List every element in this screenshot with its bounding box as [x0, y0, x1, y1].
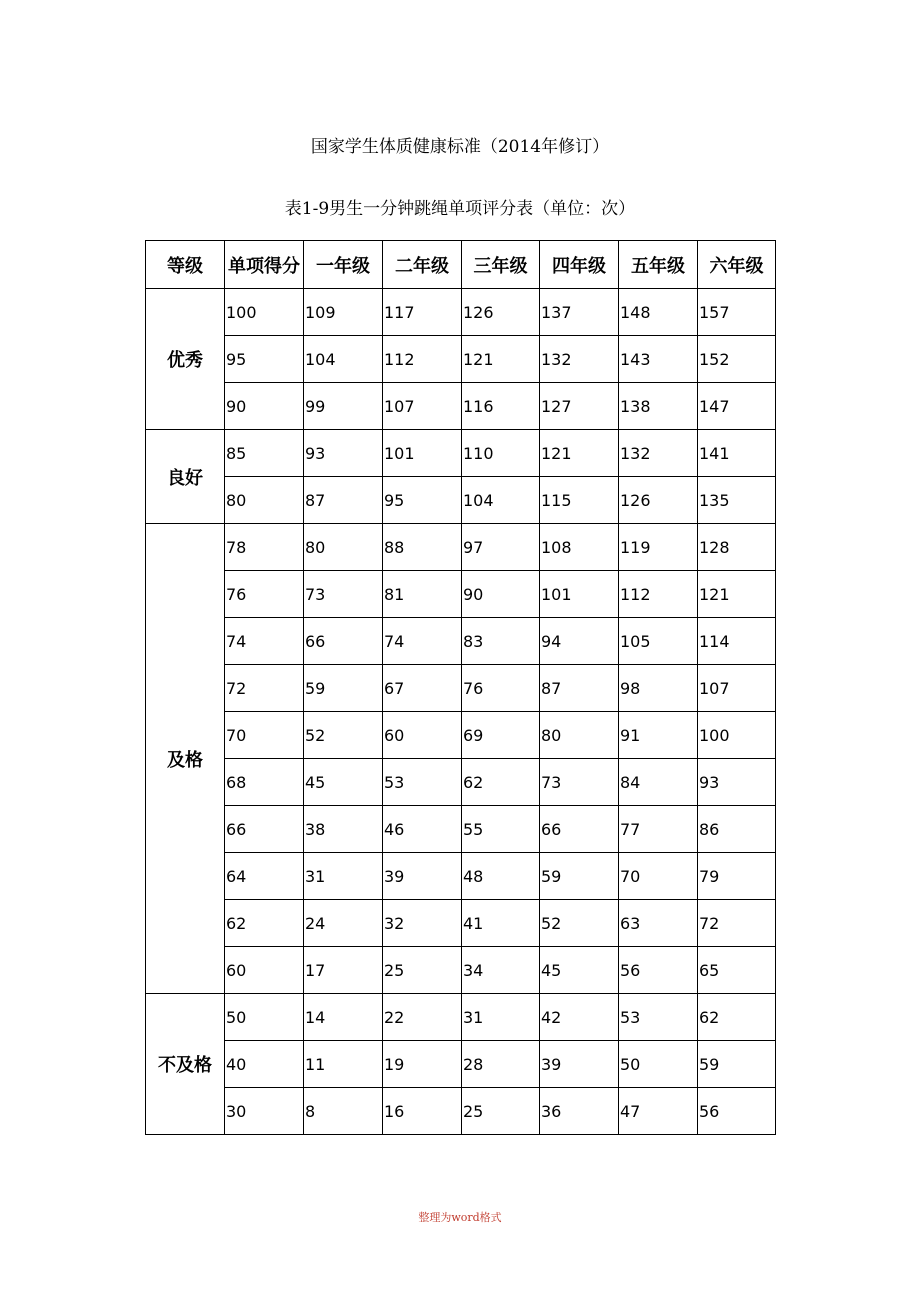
score-cell: 85: [225, 430, 304, 477]
count-cell: 114: [698, 618, 776, 665]
count-cell: 77: [619, 806, 698, 853]
count-cell: 112: [619, 571, 698, 618]
count-cell: 109: [304, 289, 383, 336]
count-cell: 108: [540, 524, 619, 571]
count-cell: 50: [619, 1041, 698, 1088]
count-cell: 97: [462, 524, 540, 571]
count-cell: 138: [619, 383, 698, 430]
grade-level-cell: 及格: [146, 524, 225, 994]
score-cell: 72: [225, 665, 304, 712]
score-cell: 70: [225, 712, 304, 759]
count-cell: 19: [383, 1041, 462, 1088]
count-cell: 94: [540, 618, 619, 665]
count-cell: 121: [698, 571, 776, 618]
count-cell: 56: [698, 1088, 776, 1135]
table-row: [146, 524, 776, 571]
count-cell: 46: [383, 806, 462, 853]
score-table: [145, 240, 776, 1135]
score-cell: 30: [225, 1088, 304, 1135]
count-cell: 98: [619, 665, 698, 712]
count-cell: 76: [462, 665, 540, 712]
header-grade: 等级: [146, 241, 225, 289]
count-cell: 135: [698, 477, 776, 524]
count-cell: 84: [619, 759, 698, 806]
header-grade-6: 六年级: [698, 241, 776, 289]
count-cell: 17: [304, 947, 383, 994]
count-cell: 101: [540, 571, 619, 618]
count-cell: 117: [383, 289, 462, 336]
count-cell: 74: [383, 618, 462, 665]
count-cell: 100: [698, 712, 776, 759]
count-cell: 88: [383, 524, 462, 571]
count-cell: 65: [698, 947, 776, 994]
count-cell: 107: [698, 665, 776, 712]
count-cell: 79: [698, 853, 776, 900]
table-row: [146, 853, 776, 900]
table-row: [146, 477, 776, 524]
count-cell: 42: [540, 994, 619, 1041]
count-cell: 66: [540, 806, 619, 853]
header-grade-4: 四年级: [540, 241, 619, 289]
count-cell: 62: [698, 994, 776, 1041]
score-cell: 80: [225, 477, 304, 524]
table-row: [146, 900, 776, 947]
count-cell: 70: [619, 853, 698, 900]
count-cell: 132: [619, 430, 698, 477]
count-cell: 73: [540, 759, 619, 806]
table-row: [146, 430, 776, 477]
count-cell: 48: [462, 853, 540, 900]
count-cell: 143: [619, 336, 698, 383]
count-cell: 66: [304, 618, 383, 665]
count-cell: 86: [698, 806, 776, 853]
count-cell: 128: [698, 524, 776, 571]
count-cell: 11: [304, 1041, 383, 1088]
count-cell: 80: [540, 712, 619, 759]
count-cell: 28: [462, 1041, 540, 1088]
count-cell: 101: [383, 430, 462, 477]
count-cell: 127: [540, 383, 619, 430]
count-cell: 32: [383, 900, 462, 947]
count-cell: 63: [619, 900, 698, 947]
count-cell: 105: [619, 618, 698, 665]
score-cell: 62: [225, 900, 304, 947]
count-cell: 152: [698, 336, 776, 383]
count-cell: 137: [540, 289, 619, 336]
count-cell: 87: [540, 665, 619, 712]
count-cell: 31: [462, 994, 540, 1041]
count-cell: 36: [540, 1088, 619, 1135]
table-header-row: [146, 241, 776, 289]
count-cell: 87: [304, 477, 383, 524]
count-cell: 24: [304, 900, 383, 947]
count-cell: 45: [304, 759, 383, 806]
count-cell: 110: [462, 430, 540, 477]
count-cell: 53: [383, 759, 462, 806]
score-cell: 64: [225, 853, 304, 900]
count-cell: 93: [698, 759, 776, 806]
count-cell: 62: [462, 759, 540, 806]
count-cell: 116: [462, 383, 540, 430]
count-cell: 45: [540, 947, 619, 994]
count-cell: 126: [619, 477, 698, 524]
count-cell: 121: [462, 336, 540, 383]
table-caption: 表1-9男生一分钟跳绳单项评分表（单位：次）: [284, 199, 636, 219]
count-cell: 56: [619, 947, 698, 994]
count-cell: 31: [304, 853, 383, 900]
count-cell: 8: [304, 1088, 383, 1135]
table-row: [146, 712, 776, 759]
score-cell: 100: [225, 289, 304, 336]
table-row: [146, 947, 776, 994]
count-cell: 104: [462, 477, 540, 524]
grade-level-cell: 良好: [146, 430, 225, 524]
score-cell: 40: [225, 1041, 304, 1088]
count-cell: 90: [462, 571, 540, 618]
count-cell: 59: [540, 853, 619, 900]
count-cell: 157: [698, 289, 776, 336]
score-cell: 95: [225, 336, 304, 383]
footer-note: 整理为word格式: [418, 1211, 502, 1224]
count-cell: 83: [462, 618, 540, 665]
table-row: [146, 383, 776, 430]
count-cell: 53: [619, 994, 698, 1041]
count-cell: 39: [383, 853, 462, 900]
count-cell: 41: [462, 900, 540, 947]
table-row: [146, 571, 776, 618]
count-cell: 14: [304, 994, 383, 1041]
count-cell: 52: [304, 712, 383, 759]
table-row: [146, 1088, 776, 1135]
count-cell: 52: [540, 900, 619, 947]
score-cell: 76: [225, 571, 304, 618]
score-cell: 66: [225, 806, 304, 853]
score-cell: 68: [225, 759, 304, 806]
count-cell: 22: [383, 994, 462, 1041]
count-cell: 81: [383, 571, 462, 618]
grade-level-cell: 优秀: [146, 289, 225, 430]
count-cell: 38: [304, 806, 383, 853]
header-grade-1: 一年级: [304, 241, 383, 289]
header-score: 单项得分: [225, 241, 304, 289]
table-body: [146, 289, 776, 1135]
count-cell: 119: [619, 524, 698, 571]
count-cell: 55: [462, 806, 540, 853]
table-row: [146, 994, 776, 1041]
table-row: [146, 289, 776, 336]
count-cell: 47: [619, 1088, 698, 1135]
count-cell: 59: [698, 1041, 776, 1088]
count-cell: 141: [698, 430, 776, 477]
count-cell: 80: [304, 524, 383, 571]
count-cell: 91: [619, 712, 698, 759]
grade-level-cell: 不及格: [146, 994, 225, 1135]
count-cell: 25: [462, 1088, 540, 1135]
header-grade-5: 五年级: [619, 241, 698, 289]
count-cell: 16: [383, 1088, 462, 1135]
table-row: [146, 336, 776, 383]
count-cell: 148: [619, 289, 698, 336]
count-cell: 59: [304, 665, 383, 712]
count-cell: 67: [383, 665, 462, 712]
score-cell: 74: [225, 618, 304, 665]
count-cell: 73: [304, 571, 383, 618]
count-cell: 72: [698, 900, 776, 947]
table-row: [146, 759, 776, 806]
header-grade-2: 二年级: [383, 241, 462, 289]
document-title: 国家学生体质健康标准（2014年修订）: [310, 137, 610, 157]
count-cell: 112: [383, 336, 462, 383]
count-cell: 104: [304, 336, 383, 383]
count-cell: 126: [462, 289, 540, 336]
count-cell: 115: [540, 477, 619, 524]
table-row: [146, 665, 776, 712]
count-cell: 121: [540, 430, 619, 477]
score-cell: 78: [225, 524, 304, 571]
count-cell: 93: [304, 430, 383, 477]
count-cell: 107: [383, 383, 462, 430]
score-cell: 90: [225, 383, 304, 430]
table-row: [146, 1041, 776, 1088]
count-cell: 132: [540, 336, 619, 383]
table-row: [146, 806, 776, 853]
count-cell: 39: [540, 1041, 619, 1088]
count-cell: 34: [462, 947, 540, 994]
score-cell: 60: [225, 947, 304, 994]
count-cell: 60: [383, 712, 462, 759]
count-cell: 95: [383, 477, 462, 524]
score-cell: 50: [225, 994, 304, 1041]
table-row: [146, 618, 776, 665]
count-cell: 69: [462, 712, 540, 759]
count-cell: 147: [698, 383, 776, 430]
count-cell: 25: [383, 947, 462, 994]
count-cell: 99: [304, 383, 383, 430]
header-grade-3: 三年级: [462, 241, 540, 289]
